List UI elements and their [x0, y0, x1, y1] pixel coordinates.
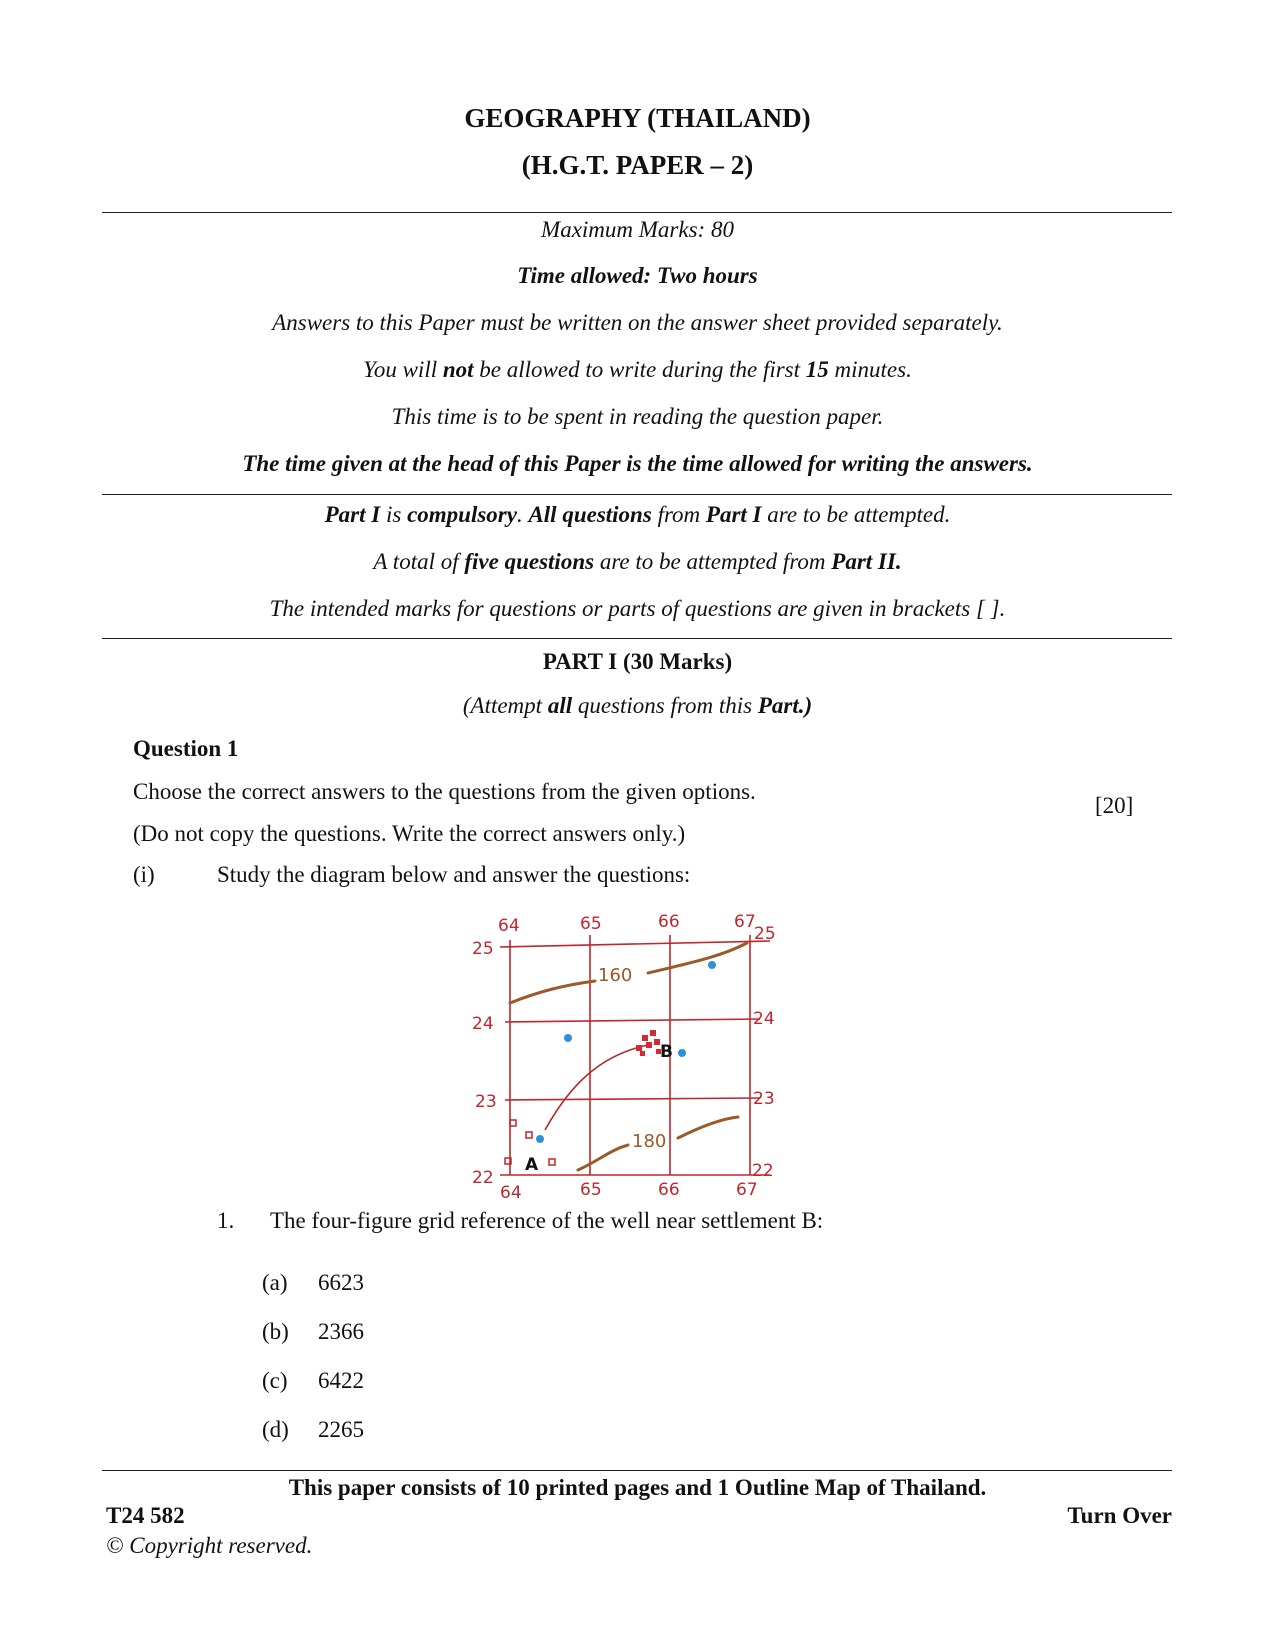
part-one-note: (Attempt all questions from this Part.): [462, 693, 813, 718]
northing-label-left: 23: [475, 1092, 497, 1112]
northing-label-right: 22: [752, 1161, 774, 1181]
max-marks: Maximum Marks: 80: [541, 217, 734, 242]
writing-time-note: The time given at the head of this Paper is the time allowed for writing the answers.: [242, 451, 1033, 476]
option-label: (d): [262, 1417, 289, 1442]
settlement-a-label: A: [525, 1155, 539, 1175]
answer-sheet-note: Answers to this Paper must be written on the answer sheet provided separately.: [272, 310, 1003, 335]
paper-subtitle: (H.G.T. PAPER – 2): [521, 150, 754, 180]
rule-marks: The intended marks for questions or parts of questions are given in brackets [ ].: [269, 596, 1006, 621]
rule-part-two: A total of five questions are to be attempted from Part II.: [373, 549, 902, 574]
divider: [102, 1470, 1172, 1471]
time-allowed: Time allowed: Two hours: [517, 263, 758, 288]
pages-note: This paper consists of 10 printed pages and 1 Outline Map of Thailand.: [288, 1475, 987, 1500]
paper-title: GEOGRAPHY (THAILAND): [464, 103, 811, 133]
contour-label-upper: 160: [598, 965, 633, 986]
easting-label-top: 65: [580, 914, 602, 934]
grid-map-diagram: [470, 905, 800, 1205]
subquestion-text: Study the diagram below and answer the questions:: [217, 862, 691, 887]
well-icon: [678, 1049, 686, 1057]
northing-label-left: 24: [472, 1014, 494, 1034]
northing-label-left: 22: [472, 1168, 494, 1188]
item-text: The four-figure grid reference of the well near settlement B:: [270, 1208, 824, 1233]
option-value: 6422: [318, 1368, 364, 1393]
reading-instruction: This time is to be spent in reading the question paper.: [391, 404, 884, 429]
divider: [102, 494, 1172, 495]
option-label: (b): [262, 1319, 289, 1344]
easting-label-bottom: 67: [736, 1180, 758, 1200]
copyright: © Copyright reserved.: [106, 1533, 313, 1558]
item-number: 1.: [217, 1208, 235, 1233]
northing-label-right: 25: [754, 924, 776, 944]
well-icon: [564, 1034, 572, 1042]
part-one-heading: PART I (30 Marks): [542, 649, 733, 674]
option-label: (c): [262, 1368, 288, 1393]
option-label: (a): [262, 1270, 288, 1295]
easting-label-top: 64: [498, 916, 520, 936]
question-instruction: Choose the correct answers to the questions from the given options.: [133, 779, 756, 804]
contour-label-lower: 180: [632, 1131, 667, 1152]
divider: [102, 212, 1172, 213]
option-value: 2265: [318, 1417, 364, 1442]
option-value: 2366: [318, 1319, 364, 1344]
reading-time-note: You will not be allowed to write during the first 15 minutes.: [363, 357, 912, 382]
well-icon: [708, 961, 716, 969]
northing-label-right: 23: [753, 1089, 775, 1109]
option-value: 6623: [318, 1270, 364, 1295]
question-title: Question 1: [133, 736, 239, 761]
easting-label-bottom: 65: [580, 1180, 602, 1200]
subquestion-label: (i): [133, 862, 155, 887]
easting-label-bottom: 64: [500, 1183, 522, 1203]
question-note: (Do not copy the questions. Write the correct answers only.): [133, 821, 686, 846]
road-line: [545, 1045, 648, 1130]
northing-label-right: 24: [753, 1009, 775, 1029]
settlement-b-label: B: [660, 1042, 673, 1062]
easting-label-top: 66: [658, 912, 680, 932]
divider: [102, 638, 1172, 639]
northing-label-left: 25: [472, 939, 494, 959]
question-marks: [20]: [1095, 793, 1134, 818]
turn-over: Turn Over: [1067, 1503, 1172, 1528]
easting-label-bottom: 66: [658, 1180, 680, 1200]
rule-part-one: Part I is compulsory. All questions from Part I are to be attempted.: [324, 502, 951, 527]
paper-code: T24 582: [106, 1503, 185, 1528]
well-icon: [536, 1135, 544, 1143]
easting-label-top: 67: [734, 912, 756, 932]
settlement-b-symbol: [636, 1030, 661, 1056]
